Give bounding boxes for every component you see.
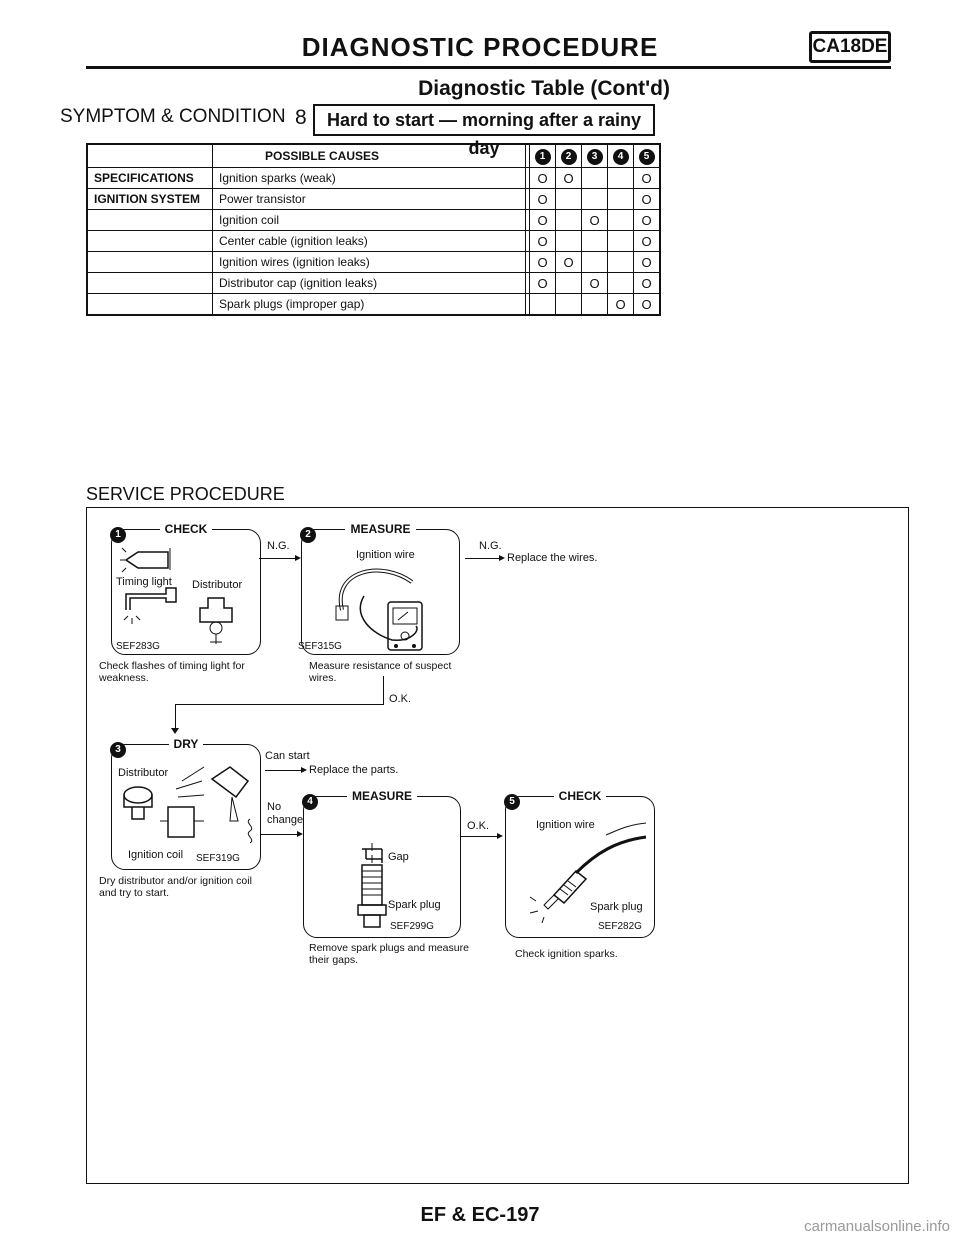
step-number-2: 2 [556,144,582,168]
step-mark [608,231,634,252]
step-5-check-panel [505,789,655,938]
arrow-ng-1 [259,558,299,559]
step-mark: O [530,252,556,273]
step-1-check-panel [111,522,261,655]
step-5-badge: 5 [504,794,520,810]
step-mark [582,189,608,210]
connector-ok-vertical [383,676,384,704]
distributor-label: Distributor [192,579,243,591]
step-4-measure-panel [303,789,461,938]
service-procedure-title: SERVICE PROCEDURE [86,484,285,504]
step-2-measure-panel [298,522,460,655]
step-mark: O [530,189,556,210]
step-3-dry-panel [111,737,261,870]
step-mark: O [530,168,556,189]
step-3-badge: 3 [110,742,126,758]
step-mark [556,294,582,316]
step-5-heading: CHECK [554,789,607,803]
arrow-ok-down [171,728,179,734]
arrow-no-change [261,834,301,835]
step-2-caption: Measure resistance of suspect wires. [309,660,452,684]
step-mark [608,168,634,189]
step-4-caption: Remove spark plugs and measure their gaps. [309,942,469,966]
arrow-ng-2 [465,558,503,559]
title-rule [86,66,891,69]
spark-plug-label-5: Spark plug [590,901,643,913]
step-5-caption: Check ignition sparks. [515,948,618,960]
service-procedure-frame [86,507,909,1184]
ng-label-2: N.G. [479,540,502,552]
table-row [87,189,660,210]
step-mark: O [530,273,556,294]
spark-plug-label-4: Spark plug [388,899,441,911]
ignition-wire-label-5: Ignition wire [536,819,595,831]
step-4-badge: 4 [302,794,318,810]
step-mark: O [634,231,661,252]
ignition-coil-label: Ignition coil [128,849,184,861]
step-1-caption: Check flashes of timing light for weakness. [99,660,245,684]
step-3-heading: DRY [169,737,204,751]
step-mark [530,294,556,316]
table-header-row [87,144,660,168]
step-1-badge: 1 [110,527,126,543]
connector-ok-horizontal [175,704,384,705]
spark-check-illustration [506,797,654,937]
cause-category [87,273,213,294]
ok-label-1: O.K. [389,693,412,705]
cause-category [87,252,213,273]
step-mark: O [634,294,661,316]
step-mark [556,273,582,294]
step-mark [608,252,634,273]
possible-cause: Distributor cap (ignition leaks) [213,273,526,294]
table-row [87,231,660,252]
cause-category: IGNITION SYSTEM [87,189,213,210]
ignition-wire-label: Ignition wire [356,549,415,561]
cause-category [87,210,213,231]
step-mark [556,231,582,252]
step-mark: O [634,189,661,210]
step-mark [608,189,634,210]
step-number-4: 4 [608,144,634,168]
step-1-heading: CHECK [160,522,213,536]
step-mark: O [530,231,556,252]
gap-label: Gap [388,851,409,863]
timing-light-label: Timing light [116,576,172,588]
connector-ok-down [175,704,176,730]
watermark: carmanualsonline.info [804,1218,950,1235]
step-5-figure-code: SEF282G [598,921,642,932]
possible-cause: Power transistor [213,189,526,210]
step-mark [582,294,608,316]
table-row [87,294,660,316]
step-mark [556,189,582,210]
step-mark: O [556,252,582,273]
can-start-label: Can start [265,750,310,762]
possible-causes-header: POSSIBLE CAUSES [213,144,526,168]
step-4-figure-code: SEF299G [390,921,434,932]
step-mark: O [634,252,661,273]
symptom-label: SYMPTOM & CONDITION [60,106,286,127]
step-number-3: 3 [582,144,608,168]
table-row [87,252,660,273]
step-4-heading: MEASURE [347,789,417,803]
table-row [87,210,660,231]
table-corner [87,144,213,168]
table-row [87,273,660,294]
step-mark: O [634,168,661,189]
step-mark: O [582,273,608,294]
step-mark: O [608,294,634,316]
step-mark: O [530,210,556,231]
possible-cause: Spark plugs (improper gap) [213,294,526,316]
arrow-ok-2 [461,836,501,837]
step-mark [582,168,608,189]
section-subtitle: Diagnostic Table (Cont'd) [418,77,670,100]
ng-label-1: N.G. [267,540,290,552]
symptom-condition: Hard to start — morning after a rainy day [313,104,655,136]
symptom-number: 8 [295,106,307,129]
ohmmeter-illustration [302,530,459,654]
step-number-1: 1 [530,144,556,168]
step-mark: O [634,210,661,231]
step-mark: O [582,210,608,231]
possible-cause: Ignition wires (ignition leaks) [213,252,526,273]
step-mark [608,273,634,294]
timing-light-distributor-illustration [112,530,260,654]
page-number: EF & EC-197 [420,1204,540,1226]
diagnostic-table [86,143,661,316]
step-number-5: 5 [634,144,661,168]
cause-category [87,294,213,316]
step-mark: O [634,273,661,294]
step-2-heading: MEASURE [345,522,415,536]
ok-label-2: O.K. [467,820,490,832]
step-1-figure-code: SEF283G [116,641,160,652]
no-change-label: No change [267,801,304,826]
step-2-figure-code: SEF315G [298,641,342,652]
step-mark: O [556,168,582,189]
step-mark [556,210,582,231]
possible-cause: Ignition sparks (weak) [213,168,526,189]
arrow-can-start [265,770,305,771]
cause-category [87,231,213,252]
distributor-label-3: Distributor [118,767,169,779]
cause-category: SPECIFICATIONS [87,168,213,189]
replace-parts-text: Replace the parts. [309,764,399,776]
spark-plug-gap-illustration [304,797,460,937]
step-mark [608,210,634,231]
step-mark [582,231,608,252]
engine-code-badge: CA18DE [809,31,891,63]
possible-cause: Ignition coil [213,210,526,231]
possible-cause: Center cable (ignition leaks) [213,231,526,252]
step-mark [582,252,608,273]
step-3-figure-code: SEF319G [196,853,240,864]
table-row [87,168,660,189]
page-title: DIAGNOSTIC PROCEDURE [301,32,659,62]
replace-wires-text: Replace the wires. [507,552,598,564]
step-2-badge: 2 [300,527,316,543]
step-3-caption: Dry distributor and/or ignition coil and try to start. [99,875,252,899]
